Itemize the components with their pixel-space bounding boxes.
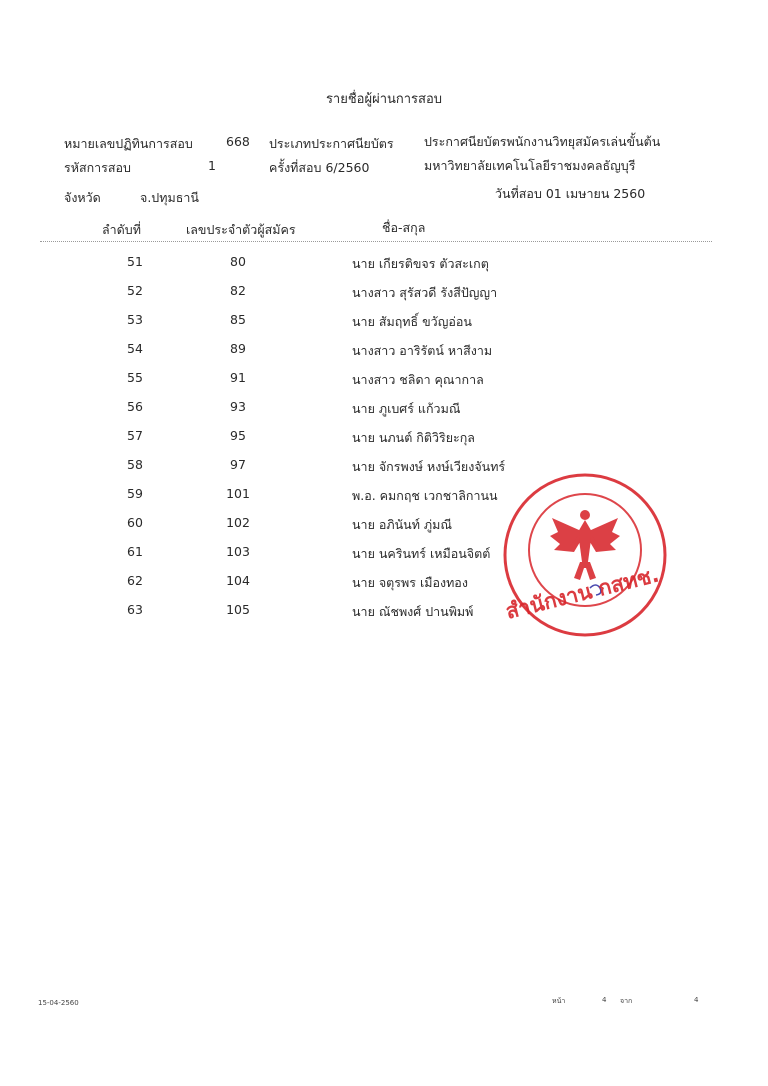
row-name: นางสาว สุรัสวดี รังสีปัญญา (352, 285, 498, 300)
row-name: พ.อ. คมกฤช เวกชาลิกานน (352, 488, 498, 503)
row-name: นาย สัมฤทธิ์ ขวัญอ่อน (352, 314, 472, 329)
certificate-name: ประกาศนียบัตรพนักงานวิทยุสมัครเล่นขั้นต้น (424, 134, 661, 149)
row-applicant-no: 95 (230, 428, 246, 443)
row-seq: 57 (127, 428, 143, 443)
exam-code-label: รหัสการสอบ (64, 160, 131, 175)
row-name: นาย ภูเบศร์ แก้วมณี (352, 401, 461, 416)
row-seq: 56 (127, 399, 143, 414)
row-seq: 54 (127, 341, 143, 356)
official-seal-stamp (500, 470, 670, 640)
row-name: นาย จักรพงษ์ หงษ์เวียงจันทร์ (352, 459, 506, 474)
row-name: นาย อภินันท์ ภู่มณี (352, 517, 452, 532)
row-seq: 58 (127, 457, 143, 472)
page-title: รายชื่อผู้ผ่านการสอบ (325, 92, 443, 107)
of-label: จาก (620, 997, 633, 1005)
page-label: หน้า (552, 997, 566, 1005)
row-seq: 60 (127, 515, 143, 530)
header-seq: ลำดับที่ (102, 222, 141, 237)
row-applicant-no: 103 (226, 544, 250, 559)
row-seq: 51 (127, 254, 143, 269)
garuda-emblem-icon (550, 510, 620, 580)
row-seq: 61 (127, 544, 143, 559)
svg-text:สำนักงาน กสทช.: สำนักงาน กสทช. (503, 562, 662, 624)
row-applicant-no: 89 (230, 341, 246, 356)
row-name: นางสาว อาริรัตน์ หาสีงาม (352, 343, 493, 358)
province-label: จังหวัด (64, 190, 101, 205)
table-row (0, 370, 768, 390)
row-applicant-no: 104 (226, 573, 250, 588)
venue: มหาวิทยาลัยเทคโนโลยีราชมงคลธัญบุรี (424, 158, 636, 173)
row-applicant-no: 93 (230, 399, 246, 414)
row-seq: 59 (127, 486, 143, 501)
row-seq: 62 (127, 573, 143, 588)
row-applicant-no: 97 (230, 457, 246, 472)
row-seq: 53 (127, 312, 143, 327)
exam-date: วันที่สอบ 01 เมษายน 2560 (495, 186, 646, 201)
header-applicant-no: เลขประจำตัวผู้สมัคร (186, 222, 296, 237)
table-row (0, 428, 768, 448)
row-applicant-no: 85 (230, 312, 246, 327)
row-applicant-no: 80 (230, 254, 246, 269)
row-name: นาย ณัชพงศ์ ปานพิมพ์ (352, 604, 474, 619)
row-applicant-no: 105 (226, 602, 250, 617)
table-row (0, 283, 768, 303)
header-name: ชื่อ-สกุล (382, 220, 426, 235)
table-row (0, 399, 768, 419)
exam-round: ครั้งที่สอบ 6/2560 (269, 160, 370, 175)
exam-code-value: 1 (208, 158, 216, 173)
row-name: นาย นครินทร์ เหมือนจิตต์ (352, 546, 491, 561)
province-value: จ.ปทุมธานี (140, 190, 199, 205)
exam-no-label: หมายเลขปฏิทินการสอบ (64, 136, 193, 151)
row-applicant-no: 101 (226, 486, 250, 501)
exam-no-value: 668 (226, 134, 250, 149)
header-divider (40, 241, 712, 242)
row-name: นาย จตุรพร เมืองทอง (352, 575, 468, 590)
row-applicant-no: 91 (230, 370, 246, 385)
row-seq: 55 (127, 370, 143, 385)
row-name: นาย นภนต์ กิติวิริยะกุล (352, 430, 475, 445)
print-date: 15-04-2560 (38, 999, 79, 1007)
row-name: นางสาว ชลิดา คุณากาล (352, 372, 484, 387)
row-name: นาย เกียรติขจร ตัวสะเกตุ (352, 256, 489, 271)
row-seq: 52 (127, 283, 143, 298)
row-applicant-no: 82 (230, 283, 246, 298)
announce-type: ประเภทประกาศนียบัตร (269, 136, 394, 151)
table-row (0, 312, 768, 332)
table-row (0, 254, 768, 274)
row-applicant-no: 102 (226, 515, 250, 530)
page-total: 4 (694, 996, 699, 1004)
page-current: 4 (602, 996, 607, 1004)
row-seq: 63 (127, 602, 143, 617)
table-row (0, 341, 768, 361)
